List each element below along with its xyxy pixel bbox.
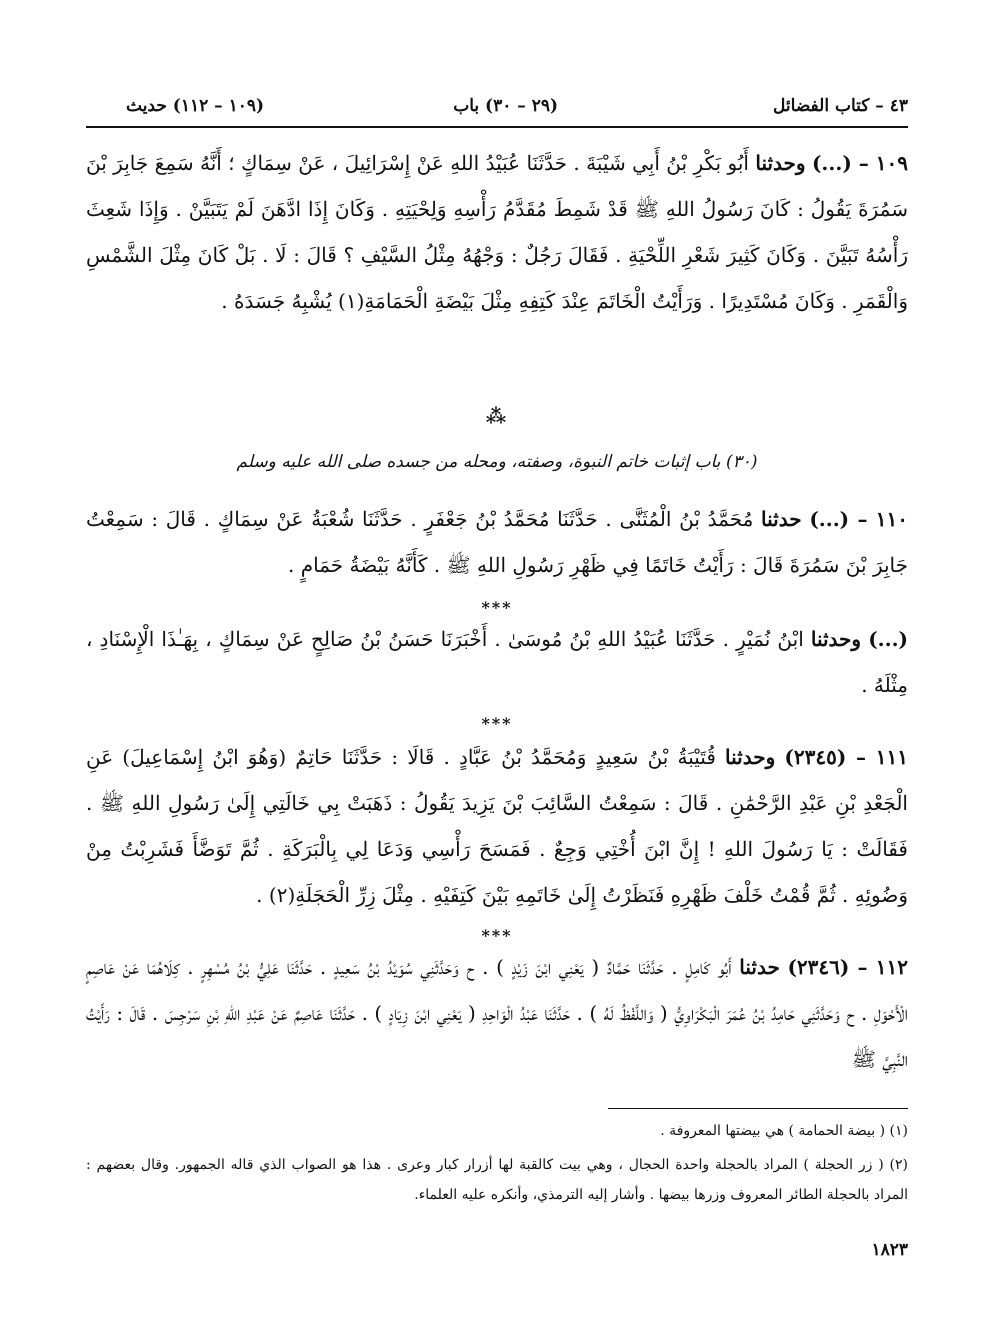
header-hadith-range: (١٠٩ – ١١٢) حديث bbox=[126, 96, 265, 116]
hadith-text: قُتَيْبَةُ بْنُ سَعِيدٍ وَمُحَمَّدُ بْنُ عَبَّادٍ . قَالَا : حَدَّثَنَا حَاتِمٌ (وَهُوَ ابْنُ إِسْمَاعِيلَ) عَنِ الْجَعْدِ بْنِ عَبْدِ الرَّحْمَٰنِ . قَالَ : سَمِعْتُ السَّائِبَ بْنَ يَزِيدَ يَقُولُ : ذَهَبَتْ بِي خَالَتِي إِلَىٰ رَسُولِ اللهِ ﷺ . فَقَالَتْ : يَا رَسُولَ اللهِ ! إِنَّ ابْنَ أُخْتِي وَجِعٌ . فَمَسَحَ رَأْسِي وَدَعَا لِي بِالْبَرَكَةِ . ثُمَّ تَوَضَّأَ فَشَرِبْتُ مِنْ وَضُوئِهِ . ثُمَّ قُمْتُ خَلْفَ ظَهْرِهِ فَنَظَرْتُ إِلَىٰ خَاتَمِهِ بَيْنَ كَتِفَيْهِ . مِثْلَ زِرِّ الْحَجَلَةِ(٢) . bbox=[86, 745, 908, 907]
book-page bbox=[86, 88, 908, 1298]
hadith-keyword: حدثنا bbox=[739, 955, 780, 979]
hadith-number: (...) bbox=[868, 627, 909, 651]
hadith-text: ابْنُ نُمَيْرٍ . حَدَّثَنَا عُبَيْدُ اللهِ بْنُ مُوسَىٰ . أَخْبَرَنَا حَسَنُ بْنُ صَالِحٍ عَنْ سِمَاكٍ ، بِهَـٰذَا الْإِسْنَادِ ، مِثْلَهُ . bbox=[86, 627, 908, 697]
running-header bbox=[86, 96, 908, 126]
footnote-1: (١) ( بيضة الحمامة ) هي بيضتها المعروفة . bbox=[660, 1123, 908, 1139]
hadith-110-chain bbox=[86, 616, 908, 708]
header-chapter-range: (٢٩ – ٣٠) باب bbox=[453, 96, 558, 116]
stars-separator: *** bbox=[481, 926, 513, 945]
stars-separator: *** bbox=[481, 598, 513, 617]
footnote-rule-wrap bbox=[86, 1108, 908, 1110]
hadith-keyword: وحدثنا bbox=[755, 151, 806, 175]
hadith-text: أَبُو كَامِلٍ . حَدَّثَنَا حَمَّادٌ ( يَعْنِي ابْنَ زَيْدٍ ) . ح وَحَدَّثَنِي سُوَيْدُ بْنُ سَعِيدٍ . حَدَّثَنَا عَلِيُّ بْنُ مُسْهِرٍ . كِلَاهُمَا عَنْ عَاصِمٍ الْأَحْوَلِ . ح وَحَدَّثَنِي حَامِدُ بْنُ عُمَرَ الْبَكْرَاوِيُّ ( وَاللَّفْظُ لَهُ ) . حَدَّثَنَا عَبْدُ الْوَاحِدِ ( يَعْنِي ابْنَ زِيَادٍ ) . حَدَّثَنَا عَاصِمٌ عَنْ عَبْدِ اللهِ بْنِ سَرْجِسَ . قَالَ : رَأَيْتُ النَّبِيَّ ﷺ bbox=[86, 955, 908, 1071]
hadith-keyword: وحدثنا bbox=[725, 745, 776, 769]
hadith-number: ١١٠ – (...) bbox=[809, 507, 909, 531]
hadith-number: ١١٢ – (٢٣٤٦) bbox=[787, 955, 909, 979]
chapter-title: (٣٠) باب إثبات خاتم النبوة، وصفته، ومحله من جسده صلى الله عليه وسلم bbox=[236, 452, 758, 472]
header-rule bbox=[86, 126, 908, 128]
footnote-2: (٢) ( زر الحجلة ) المراد بالحجلة واحدة الحجال ، وهي بيت كالقبة لها أزرار كبار وعرى . هذا هو الصواب الذي قاله الجمهور. وقال بعضهم : المراد بالحجلة الطائر المعروف وزرها بيضها . وأشار إليه الترمذي، وأنكره عليه العلماء. bbox=[86, 1157, 908, 1203]
header-book-title: ٤٣ – كتاب الفضائل bbox=[773, 96, 908, 116]
hadith-number: ١١١ – (٢٣٤٥) bbox=[784, 745, 909, 769]
hadith-112 bbox=[86, 944, 908, 1082]
hadith-110 bbox=[86, 496, 908, 588]
ornament-separator: ⁂ bbox=[485, 404, 509, 428]
page-number: ١٨٢٣ bbox=[871, 1240, 908, 1260]
hadith-keyword: وحدثنا bbox=[810, 627, 862, 651]
stars-separator: *** bbox=[481, 714, 513, 733]
hadith-keyword: حدثنا bbox=[761, 507, 802, 531]
hadith-text: مُحَمَّدُ بْنُ الْمُثَنَّى . حَدَّثَنَا مُحَمَّدُ بْنُ جَعْفَرٍ . حَدَّثَنَا شُعْبَةُ عَنْ سِمَاكٍ . قَالَ : سَمِعْتُ جَابِرَ بْنَ سَمُرَةَ قَالَ : رَأَيْتُ خَاتَمًا فِي ظَهْرِ رَسُولِ اللهِ ﷺ . كَأَنَّهُ بَيْضَةُ حَمَامٍ . bbox=[86, 507, 908, 577]
hadith-number: ١٠٩ – (...) bbox=[811, 151, 909, 175]
footnote-rule bbox=[608, 1108, 908, 1109]
hadith-111 bbox=[86, 734, 908, 918]
hadith-109 bbox=[86, 140, 908, 324]
hadith-text: أَبُو بَكْرِ بْنُ أَبِي شَيْبَةَ . حَدَّثَنَا عُبَيْدُ اللهِ عَنْ إِسْرَائِيلَ ، عَنْ سِمَاكٍ ؛ أَنَّهُ سَمِعَ جَابِرَ بْنَ سَمُرَةَ يَقُولُ : كَانَ رَسُولُ اللهِ ﷺ قَدْ شَمِطَ مُقَدَّمُ رَأْسِهِ وَلِحْيَتِهِ . وَكَانَ إِذَا ادَّهَنَ لَمْ يَتَبَيَّنْ . وَإِذَا شَعِثَ رَأْسُهُ تَبَيَّنَ . وَكَانَ كَثِيرَ شَعْرِ اللِّحْيَةِ . فَقَالَ رَجُلٌ : وَجْهُهُ مِثْلُ السَّيْفِ ؟ قَالَ : لَا . بَلْ كَانَ مِثْلَ الشَّمْسِ وَالْقَمَرِ . وَكَانَ مُسْتَدِيرًا . وَرَأَيْتُ الْخَاتَمَ عِنْدَ كَتِفِهِ مِثْلَ بَيْضَةِ الْحَمَامَةِ(١) يُشْبِهُ جَسَدَهُ . bbox=[86, 151, 908, 313]
